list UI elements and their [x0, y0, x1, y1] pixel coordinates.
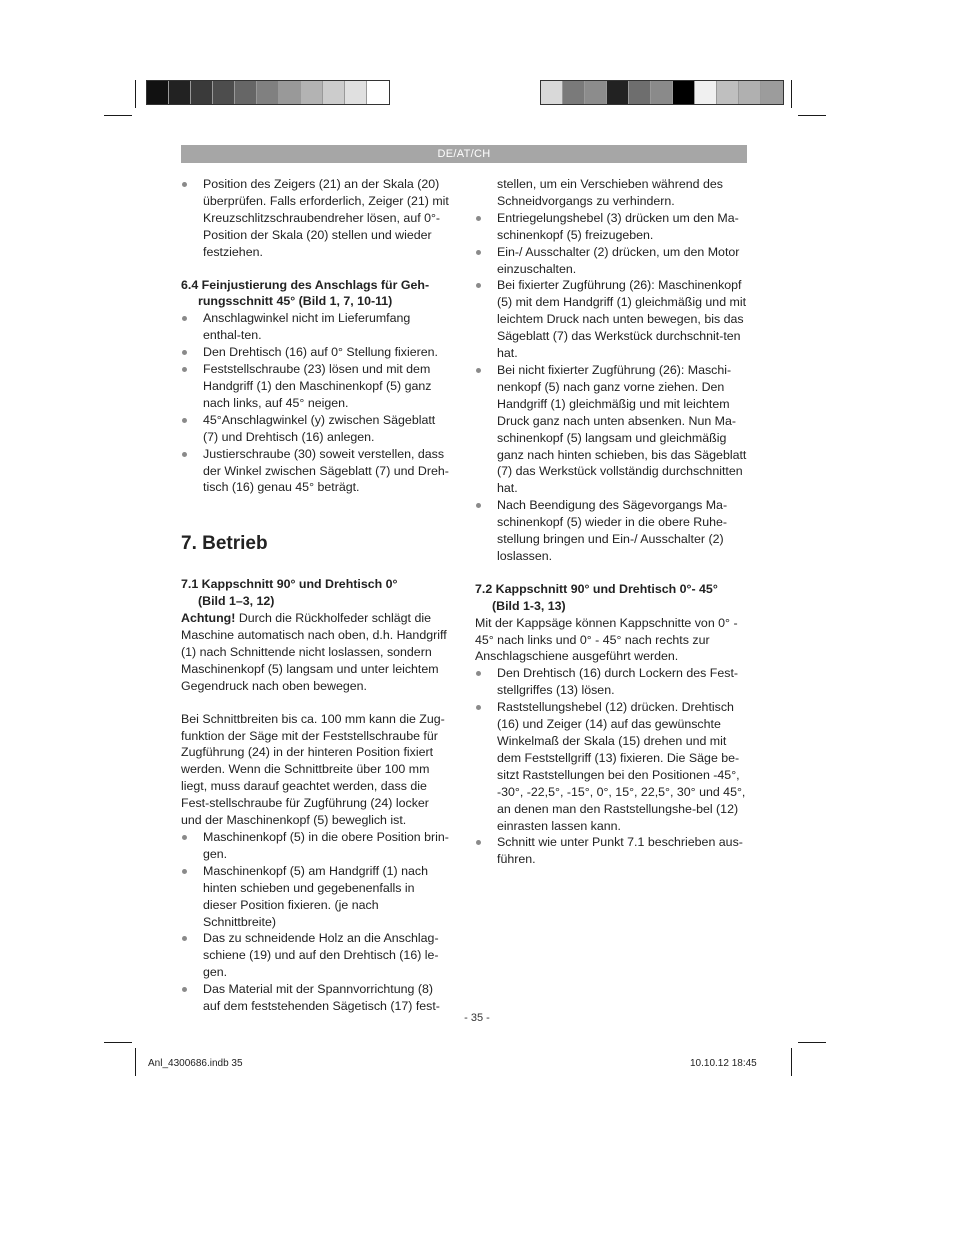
list-item: Anschlagwinkel nicht im Lieferumfang enthal-ten.: [181, 310, 451, 344]
color-swatch: [213, 81, 235, 104]
list-item: Bei nicht fixierter Zugführung (26): Maschi-nenkopf (5) nach ganz vorne ziehen. Den Handgriff (1) gleichmäßig und mit leichtem Druck ganz nach unten absenken. Nun Ma-schinenkopf (5) langsam und gleichmäßig ganz nach hinten schieben, bis das Sägeblatt (7) das Werkstück vollständig durchschnitten hat.: [475, 362, 747, 497]
attention-paragraph: Achtung! Durch die Rückholfeder schlägt die Maschine automatisch nach oben, d.h. Handgriff (1) nach Schnittende nicht loslassen, sondern Maschinenkopf (5) langsam und unter leichtem Gegendruck nach oben bewegen.: [181, 611, 447, 693]
list-item: Den Drehtisch (16) auf 0° Stellung fixieren.: [181, 344, 451, 361]
color-swatch: [607, 81, 629, 104]
list-item: Entriegelungshebel (3) drücken um den Ma-schinenkopf (5) freizugeben.: [475, 210, 747, 244]
section-6-4-heading: 6.4 Feinjustierung des Anschlags für Geh- rungsschnitt 45° (Bild 1, 7, 10-11): [181, 277, 430, 309]
list-item: Schnitt wie unter Punkt 7.1 beschrieben aus-führen.: [475, 834, 747, 868]
crop-mark: [791, 80, 792, 108]
color-swatch: [651, 81, 673, 104]
list-item: Ein-/ Ausschalter (2) drücken, um den Motor einzuschalten.: [475, 244, 747, 278]
list-item: Den Drehtisch (16) durch Lockern des Fest-stellgriffes (13) lösen.: [475, 665, 747, 699]
color-calibration-bar-left: [146, 80, 390, 105]
color-swatch: [257, 81, 279, 104]
color-swatch: [301, 81, 323, 104]
crop-mark: [798, 115, 826, 116]
bullet-icon: [476, 705, 481, 710]
list-item: Das Material mit der Spannvorrichtung (8) auf dem feststehenden Sägetisch (17) fest-: [181, 981, 451, 1015]
color-swatch: [739, 81, 761, 104]
bullet-icon: [182, 316, 187, 321]
list-item: Maschinenkopf (5) in die obere Position brin-gen.: [181, 829, 451, 863]
section-7-2-heading: 7.2 Kappschnitt 90° und Drehtisch 0°- 45° (Bild 1-3, 13): [475, 581, 718, 613]
bullet-icon: [182, 182, 187, 187]
bullet-icon: [182, 350, 187, 355]
intro-bullet-list: [181, 176, 451, 261]
color-swatch: [345, 81, 367, 104]
color-swatch: [323, 81, 345, 104]
list-item-continuation: stellen, um ein Verschieben während des Schneidvorgangs zu verhindern.: [497, 177, 723, 208]
bullet-icon: [476, 368, 481, 373]
left-column: [181, 176, 451, 1015]
section-7-1-bullet-list-cont: [475, 210, 747, 565]
crop-mark: [104, 1042, 132, 1043]
bullet-icon: [476, 671, 481, 676]
color-swatch: [191, 81, 213, 104]
continuation-list: [475, 176, 747, 210]
bullet-icon: [182, 452, 187, 457]
color-swatch: [367, 81, 389, 104]
color-swatch: [541, 81, 563, 104]
bullet-icon: [182, 987, 187, 992]
list-item: 45°Anschlagwinkel (y) zwischen Sägeblatt (7) und Drehtisch (16) anlegen.: [181, 412, 451, 446]
color-swatch: [585, 81, 607, 104]
bullet-icon: [182, 367, 187, 372]
bullet-icon: [182, 835, 187, 840]
list-item: Position des Zeigers (21) an der Skala (20) überprüfen. Falls erforderlich, Zeiger (21) mit Kreuzschlitzschraubendreher lösen, auf 0°-Position der Skala (20) stellen und wieder festziehen.: [181, 176, 451, 261]
color-swatch: [717, 81, 739, 104]
color-swatch: [279, 81, 301, 104]
color-swatch: [673, 81, 695, 104]
color-swatch: [147, 81, 169, 104]
list-item: Maschinenkopf (5) am Handgriff (1) nach hinten schieben und gegebenenfalls in dieser Position fixieren. (je nach Schnittbreite): [181, 863, 451, 931]
color-swatch: [629, 81, 651, 104]
list-item: Nach Beendigung des Sägevorgangs Ma-schinenkopf (5) wieder in die obere Ruhe-stellung bringen und Ein-/ Ausschalter (2) loslassen.: [475, 497, 747, 565]
color-calibration-bar-right: [540, 80, 784, 105]
list-item: Feststellschraube (23) lösen und mit dem Handgriff (1) den Maschinenkopf (5) ganz nach links, auf 45° neigen.: [181, 361, 451, 412]
bullet-icon: [182, 418, 187, 423]
bullet-icon: [476, 250, 481, 255]
bullet-icon: [476, 503, 481, 508]
page-number: - 35 -: [464, 1012, 490, 1024]
section-7-1-bullet-list: [181, 829, 451, 1015]
bullet-icon: [476, 216, 481, 221]
list-item: Das zu schneidende Holz an die Anschlag-schiene (19) und auf den Drehtisch (16) le-gen.: [181, 930, 451, 981]
section-7-2-bullet-list: [475, 665, 747, 868]
color-swatch: [169, 81, 191, 104]
bullet-icon: [182, 936, 187, 941]
section-7-heading: 7. Betrieb: [181, 533, 268, 555]
crop-mark: [135, 80, 136, 108]
crop-mark: [104, 115, 132, 116]
section-7-1-paragraph: Bei Schnittbreiten bis ca. 100 mm kann die Zug-funktion der Säge mit der Feststellschraube für Zugführung (24) in der hinteren Position fixiert werden. Wenn die Schnittbreite über 100 mm liegt, muss darauf geachtet werden, dass die Fest-stellschraube für Zugführung (24) locker und der Maschinenkopf (5) beweglich ist.: [181, 711, 445, 828]
color-swatch: [761, 81, 783, 104]
color-swatch: [235, 81, 257, 104]
date-slug: 10.10.12 18:45: [690, 1058, 757, 1069]
bullet-icon: [476, 840, 481, 845]
color-swatch: [563, 81, 585, 104]
language-band: DE/AT/CH: [181, 145, 747, 163]
crop-mark: [135, 1048, 136, 1076]
section-7-2-paragraph: Mit der Kappsäge können Kappschnitte von 0° - 45° nach links und 0° - 45° nach rechts zur Anschlagschiene ausgeführt werden.: [475, 615, 738, 664]
crop-mark: [791, 1048, 792, 1076]
list-item: Raststellungshebel (12) drücken. Drehtisch (16) und Zeiger (14) auf das gewünschte Winkelmaß der Skala (15) drehen und mit dem Feststellgriff (13) fixieren. Die Säge be-sitzt Raststellungen bei den Positionen -45°, -30°, -22,5°, -15°, 0°, 15°, 22,5°, 30° und 45°, an denen man den Raststellungshe-bel (12) einrasten lassen kann.: [475, 699, 747, 834]
right-column: [475, 176, 747, 868]
file-slug: Anl_4300686.indb 35: [148, 1058, 243, 1069]
section-6-4-bullet-list: [181, 310, 451, 496]
bullet-icon: [476, 283, 481, 288]
color-swatch: [695, 81, 717, 104]
section-7-1-heading: 7.1 Kappschnitt 90° und Drehtisch 0° (Bild 1–3, 12): [181, 577, 398, 609]
crop-mark: [798, 1042, 826, 1043]
list-item: Justierschraube (30) soweit verstellen, dass der Winkel zwischen Sägeblatt (7) und Dreh-tisch (16) genau 45° beträgt.: [181, 446, 451, 497]
bullet-icon: [182, 869, 187, 874]
list-item: Bei fixierter Zugführung (26): Maschinenkopf (5) mit dem Handgriff (1) gleichmäßig und mit leichtem Druck nach unten bewegen, bis das Sägeblatt (7) das Werkstück durchschnit-ten hat.: [475, 277, 747, 362]
